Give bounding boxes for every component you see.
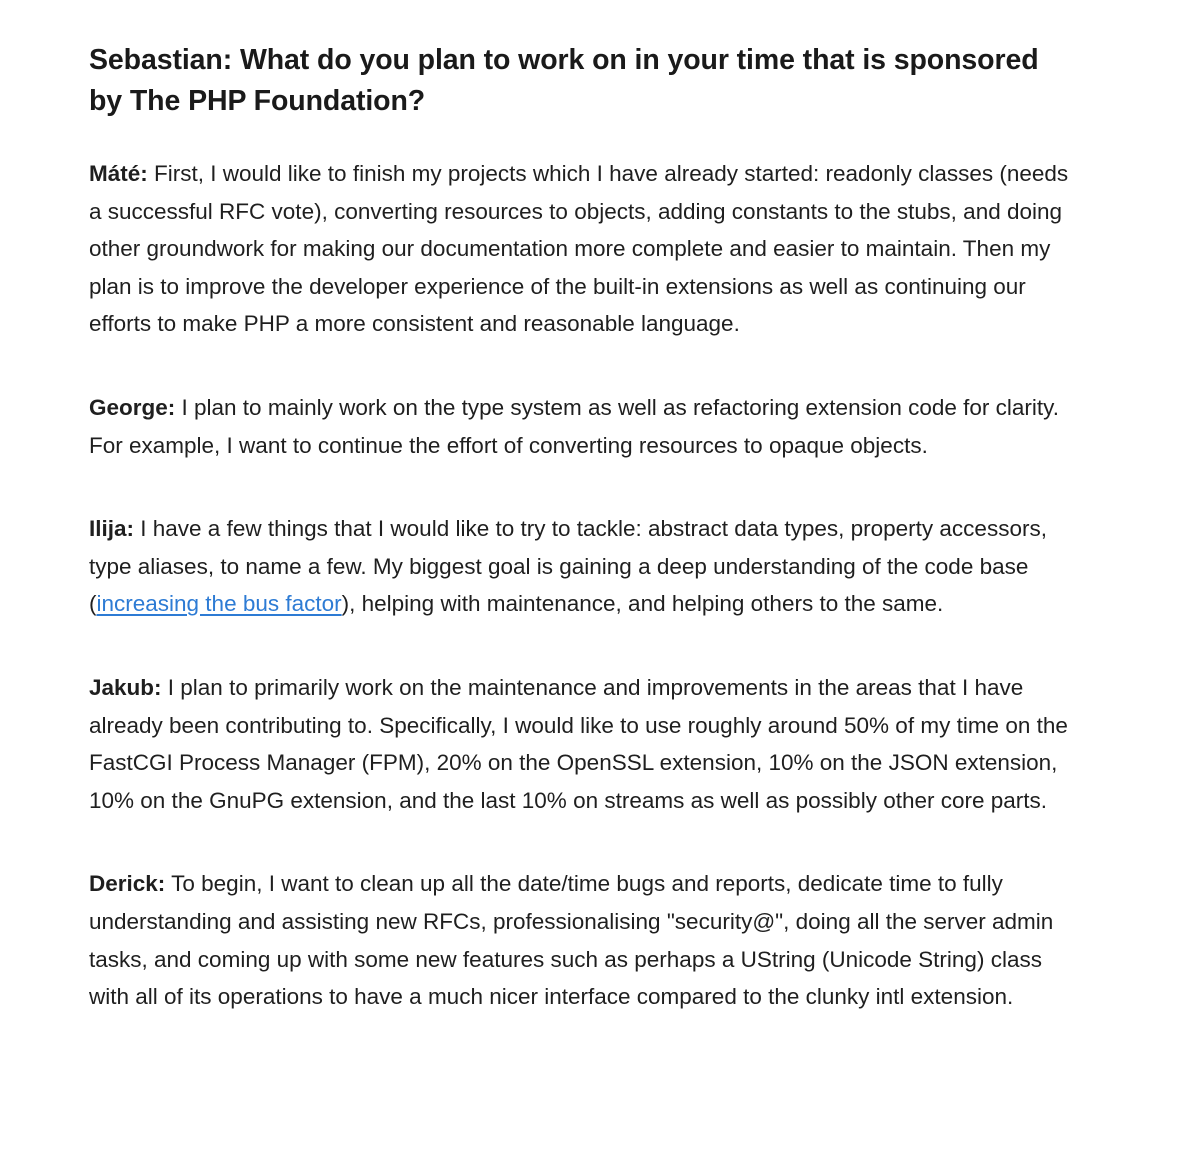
speaker-name: Derick: [89, 871, 166, 897]
answer-jakub [89, 669, 1074, 819]
answer-text: ), helping with maintenance, and helping others to the same. [341, 591, 944, 617]
answer-mate [89, 155, 1074, 343]
speaker-name: Ilija: [89, 516, 135, 542]
article [89, 40, 1074, 1062]
speaker-name: George: [89, 394, 176, 420]
answer-george [89, 389, 1074, 464]
answer-text: I plan to primarily work on the maintenance and improvements in the areas that I have already been contributing to. Specifically, I would like to use roughly around 50% of my time on the FastCGI Process Manager (FPM), 20% on the OpenSSL extension, 10% on the JSON extension, 10% on the GnuPG extension, and the last 10% on streams as well as possibly other core parts. [89, 674, 1068, 813]
answer-derick [89, 865, 1074, 1015]
question-heading: Sebastian: What do you plan to work on in your time that is sponsored by The PHP Foundation? [89, 44, 1039, 117]
speaker-name: Máté: [89, 161, 148, 186]
speaker-name: Jakub: [89, 674, 162, 700]
bus-factor-link[interactable]: increasing the bus factor [96, 591, 342, 617]
answer-text: I have a few things that I would like to try to tackle: abstract data types, property accessors, type aliases, to name a few. My biggest goal is gaining a deep understanding of the code base ( [89, 516, 1047, 617]
answer-ilija [89, 510, 1074, 623]
answer-text: I plan to mainly work on the type system as well as refactoring extension code for clarity. For example, I want to continue the effort of converting resources to opaque objects. [89, 394, 1059, 458]
answer-text: To begin, I want to clean up all the date/time bugs and reports, dedicate time to fully understanding and assisting new RFCs, professionalising "security@", doing all the server admin tasks, and coming up with some new features such as perhaps a UString (Unicode String) class with all of its operations to have a much nicer interface compared to the clunky intl extension. [89, 871, 1054, 1010]
answer-text: First, I would like to finish my projects which I have already started: readonly classes (needs a successful RFC vote), converting resources to objects, adding constants to the stubs, and doing other groundwork for making our documentation more complete and easier to maintain. Then my plan is to improve the developer experience of the built-in extensions as well as continuing our efforts to make PHP a more consistent and reasonable language. [89, 161, 1069, 337]
